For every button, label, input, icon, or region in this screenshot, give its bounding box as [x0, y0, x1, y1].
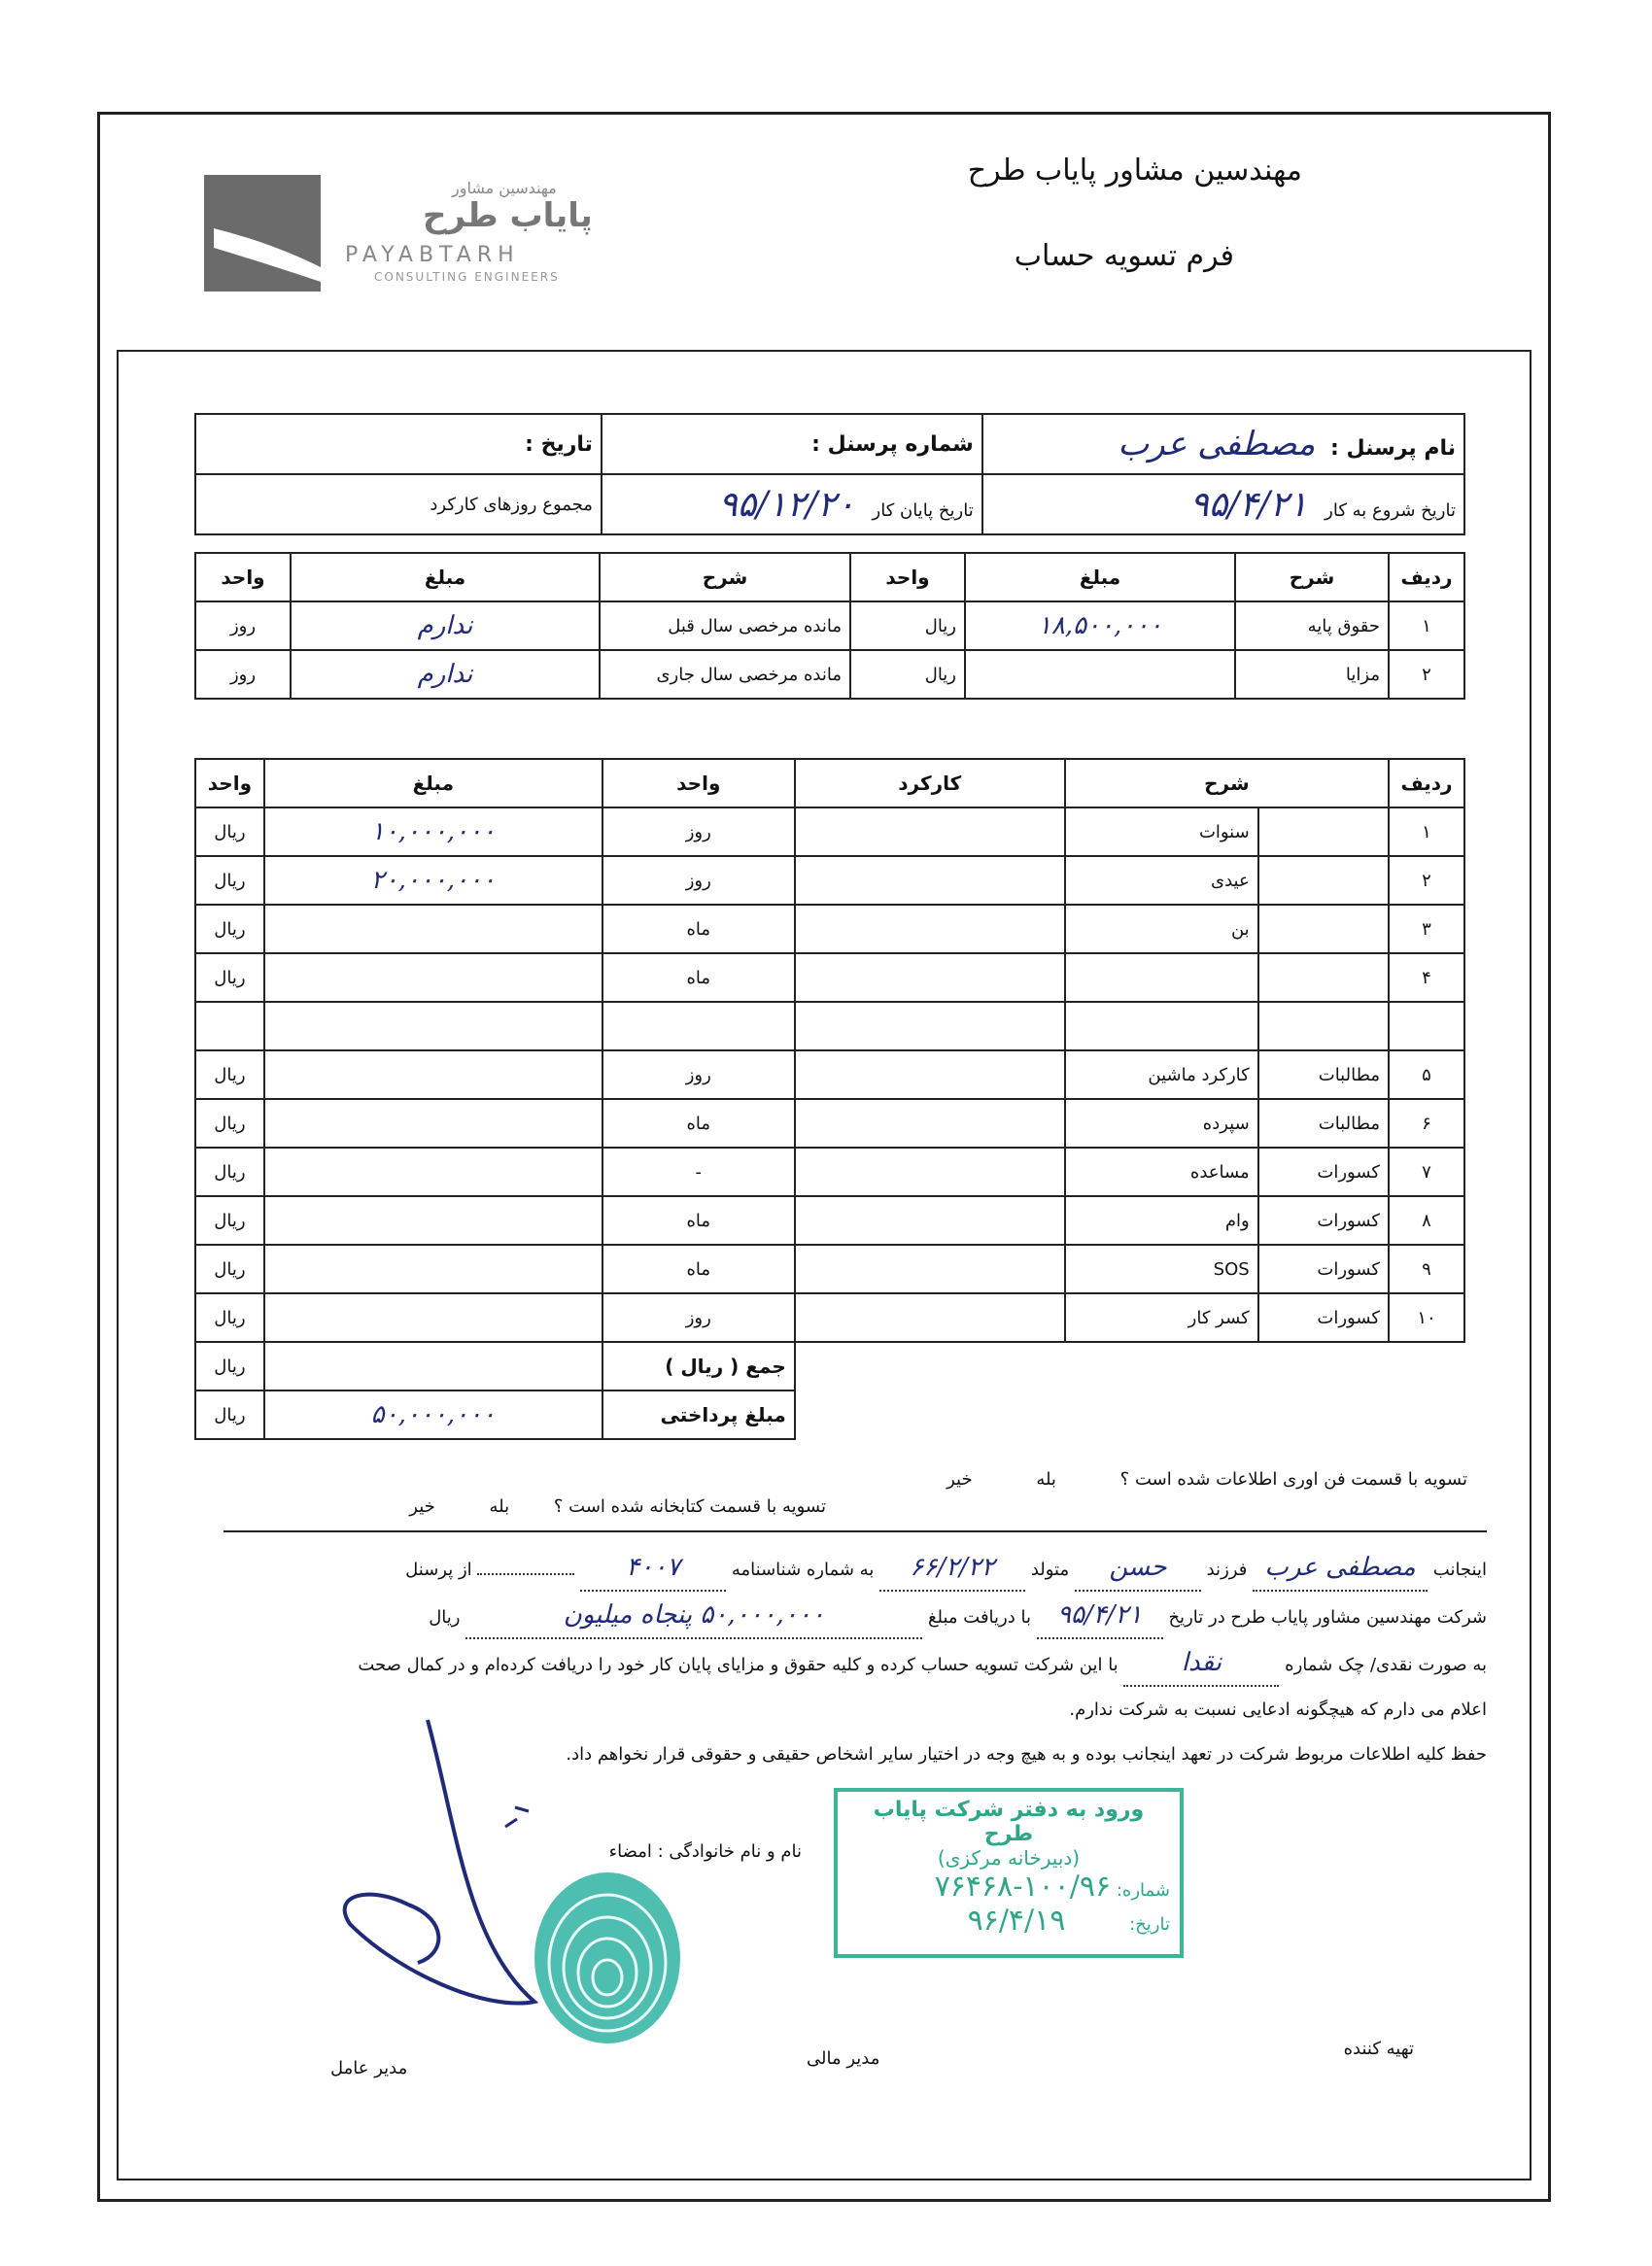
- cell-desc: مزایا: [1235, 650, 1389, 699]
- cell-cur: ریال: [195, 905, 264, 953]
- cell-category: [1258, 953, 1389, 1002]
- cell-desc2: مانده مرخصی سال قبل: [600, 601, 850, 650]
- cell-cur: ریال: [195, 953, 264, 1002]
- pay-row-cur: ریال: [195, 1390, 264, 1439]
- cell-amount: [264, 1050, 602, 1099]
- stamp-number: ۱۰۰/۹۶-۷۶۴۶۸: [934, 1870, 1112, 1904]
- cell-unit: ریال: [850, 601, 965, 650]
- cell-desc: SOS: [1065, 1245, 1258, 1293]
- cell-category: [1258, 807, 1389, 856]
- cell-cur: ریال: [195, 1148, 264, 1196]
- th-unit2: واحد: [195, 553, 291, 601]
- cell-work: [795, 1002, 1065, 1050]
- cell-cur: ریال: [195, 1293, 264, 1342]
- cell-work: [795, 905, 1065, 953]
- cell-desc: کارکرد ماشین: [1065, 1050, 1258, 1099]
- sum-row: [195, 1342, 1464, 1390]
- table-row: [195, 905, 1464, 953]
- logo-fa: پایاب طرح: [423, 196, 593, 235]
- cell-unit: ماه: [602, 1245, 795, 1293]
- settle-date: ۹۵/۴/۲۱: [1037, 1593, 1163, 1639]
- cell-no: [1389, 1002, 1464, 1050]
- cell-no: ۴: [1389, 953, 1464, 1002]
- personnel-table: [194, 413, 1465, 535]
- declaration-line-5: حفظ کلیه اطلاعات مربوط شرکت در تعهد اینجانب بوده و به هیچ وجه در اختیار سایر اشخاص حقیقی و حقوقی قرار نخواهم داد.: [566, 1744, 1487, 1765]
- stamp-date-label: تاریخ:: [1129, 1914, 1170, 1935]
- settlement-table: [194, 758, 1465, 1440]
- declaration-line-1: اینجانب مصطفی عرب فرزند حسن متولد ۶۶/۲/۲۲ به شماره شناسنامه ۴۰۰۷ از پرسنل: [233, 1545, 1487, 1593]
- cell-no: ۱: [1389, 601, 1464, 650]
- logo-mark-icon: [204, 175, 321, 292]
- cell-cur: ریال: [195, 1196, 264, 1245]
- cell-unit: روز: [602, 807, 795, 856]
- cell-category: کسورات: [1258, 1196, 1389, 1245]
- cell-unit: روز: [602, 856, 795, 905]
- cell-amount: ۱۸,۵۰۰,۰۰۰: [965, 601, 1235, 650]
- cell-category: مطالبات: [1258, 1050, 1389, 1099]
- th-amount: مبلغ: [264, 759, 602, 807]
- cell-unit: ماه: [602, 1099, 795, 1148]
- logo-fa-small: مهندسین مشاور: [452, 179, 557, 197]
- q2-yes[interactable]: بله: [489, 1496, 510, 1517]
- cell-no: ۶: [1389, 1099, 1464, 1148]
- logo-en: PAYABTARH: [345, 243, 520, 267]
- cell-no: ۷: [1389, 1148, 1464, 1196]
- cell-cur: ریال: [195, 807, 264, 856]
- cell-desc: کسر کار: [1065, 1293, 1258, 1342]
- cell-unit: [602, 1002, 795, 1050]
- cell-no: ۲: [1389, 856, 1464, 905]
- th-amount: مبلغ: [965, 553, 1235, 601]
- cell-amount: [264, 953, 602, 1002]
- cell-amount: [965, 650, 1235, 699]
- cell-work: [795, 1293, 1065, 1342]
- th-cur: واحد: [195, 759, 264, 807]
- fingerprint-icon: [525, 1866, 690, 2050]
- table-row: [195, 1196, 1464, 1245]
- footer-ceo: مدیر عامل: [330, 2058, 408, 2078]
- cell-unit2: روز: [195, 650, 291, 699]
- cell-no: ۹: [1389, 1245, 1464, 1293]
- cell-desc: بن: [1065, 905, 1258, 953]
- cell-category: مطالبات: [1258, 1099, 1389, 1148]
- cell-no: ۸: [1389, 1196, 1464, 1245]
- cell-category: [1258, 905, 1389, 953]
- sum-row-value: [264, 1342, 602, 1390]
- table-row: [195, 1293, 1464, 1342]
- cell-category: کسورات: [1258, 1245, 1389, 1293]
- th-amount2: مبلغ: [291, 553, 600, 601]
- cell-amount: ۲۰,۰۰۰,۰۰۰: [264, 856, 602, 905]
- cell-desc2: مانده مرخصی سال جاری: [600, 650, 850, 699]
- cell-no: ۲: [1389, 650, 1464, 699]
- cell-cur: ریال: [195, 1245, 264, 1293]
- registry-stamp: [834, 1788, 1184, 1958]
- cell-desc: [1065, 953, 1258, 1002]
- table-row: [195, 1148, 1464, 1196]
- start-date-value: ۹۵/۴/۲۱: [1189, 484, 1308, 525]
- cell-work: [795, 1050, 1065, 1099]
- table-row: [195, 650, 1464, 699]
- cell-desc: سنوات: [1065, 807, 1258, 856]
- cell-unit: ماه: [602, 1196, 795, 1245]
- total-days-label: مجموع روزهای کارکرد: [430, 494, 593, 515]
- pay-row: [195, 1390, 1464, 1439]
- end-date-value: ۹۵/۱۲/۲۰: [718, 484, 855, 525]
- cell-amount2: ندارم: [291, 650, 600, 699]
- cell-no: ۳: [1389, 905, 1464, 953]
- cell-work: [795, 807, 1065, 856]
- th-row: ردیف: [1389, 759, 1464, 807]
- personnel-name-value: مصطفی عرب: [1118, 425, 1316, 464]
- cell-work: [795, 953, 1065, 1002]
- table-row: [195, 601, 1464, 650]
- cell-category: کسورات: [1258, 1293, 1389, 1342]
- salary-table: [194, 552, 1465, 700]
- personnel-name-label: نام پرسنل :: [1330, 436, 1456, 461]
- declaration-line-3: به صورت نقدی/ چک شماره نقدا با این شرکت تسویه حساب کرده و کلیه حقوق و مزایای پایان کار خود را دریافت کرده‌ام و در کمال صحت: [233, 1640, 1487, 1688]
- table-row: [195, 1099, 1464, 1148]
- cell-amount: ۱۰,۰۰۰,۰۰۰: [264, 807, 602, 856]
- person-name: مصطفی عرب: [1253, 1545, 1428, 1592]
- pay-row-label: مبلغ پرداختی: [602, 1390, 795, 1439]
- date-label: تاریخ :: [525, 431, 593, 457]
- birth-date: ۶۶/۲/۲۲: [879, 1545, 1025, 1592]
- th-desc: شرح: [1065, 759, 1389, 807]
- cell-unit2: روز: [195, 601, 291, 650]
- table-row: [195, 1002, 1464, 1050]
- cell-desc: [1065, 1002, 1258, 1050]
- cell-work: [795, 1245, 1065, 1293]
- cell-amount: [264, 1293, 602, 1342]
- sum-row-label: جمع ( ریال ): [602, 1342, 795, 1390]
- cell-work: [795, 1196, 1065, 1245]
- cell-unit: -: [602, 1148, 795, 1196]
- personnel-number-label: شماره پرسنل :: [811, 431, 974, 457]
- cell-amount: [264, 1196, 602, 1245]
- declaration-line-2: شرکت مهندسین مشاور پایاب طرح در تاریخ ۹۵/۴/۲۱ با دریافت مبلغ ۵۰,۰۰۰,۰۰۰ پنجاه میلیون ریال: [233, 1593, 1487, 1640]
- cell-unit: ریال: [850, 650, 965, 699]
- cell-no: ۱: [1389, 807, 1464, 856]
- cell-unit: ماه: [602, 953, 795, 1002]
- table-row: [195, 856, 1464, 905]
- empty-cell: [795, 1390, 1464, 1439]
- cell-category: [1258, 1002, 1389, 1050]
- cell-no: ۱۰: [1389, 1293, 1464, 1342]
- cell-category: [1258, 856, 1389, 905]
- cell-desc: سپرده: [1065, 1099, 1258, 1148]
- sum-row-cur: ریال: [195, 1342, 264, 1390]
- payment-method: نقدا: [1123, 1640, 1279, 1687]
- q2-no[interactable]: خیر: [409, 1496, 435, 1517]
- cell-desc: عیدی: [1065, 856, 1258, 905]
- stamp-date: ۹۶/۴/۱۹: [967, 1904, 1066, 1938]
- cell-work: [795, 856, 1065, 905]
- declaration-line-4: اعلام می دارم که هیچگونه ادعایی نسبت به شرکت ندارم.: [1069, 1700, 1487, 1720]
- cell-amount: [264, 1148, 602, 1196]
- stamp-line-2: (دبیرخانه مرکزی): [937, 1846, 1081, 1870]
- cell-amount: [264, 1099, 602, 1148]
- logo-en-sub: CONSULTING ENGINEERS: [374, 270, 560, 284]
- q1-no[interactable]: خیر: [946, 1469, 973, 1490]
- cell-amount: [264, 905, 602, 953]
- cell-cur: ریال: [195, 856, 264, 905]
- cell-unit: روز: [602, 1293, 795, 1342]
- logo: [204, 175, 593, 292]
- form-title: فرم تسویه حساب: [1014, 239, 1234, 273]
- cell-desc: مساعده: [1065, 1148, 1258, 1196]
- question-divider: [224, 1530, 1487, 1532]
- question-it: تسویه با قسمت فن اوری اطلاعات شده است ؟ بله خیر: [946, 1469, 1467, 1490]
- settle-amount: ۵۰,۰۰۰,۰۰۰ پنجاه میلیون: [465, 1593, 922, 1639]
- stamp-number-label: شماره:: [1116, 1880, 1170, 1901]
- stamp-line-1: ورود به دفتر شرکت پایاب طرح: [873, 1798, 1145, 1846]
- th-work: کارکرد: [795, 759, 1065, 807]
- footer-preparer: تهیه کننده: [1343, 2039, 1414, 2059]
- th-desc: شرح: [1235, 553, 1389, 601]
- cell-desc: حقوق پایه: [1235, 601, 1389, 650]
- start-date-label: تاریخ شروع به کار: [1325, 499, 1456, 521]
- empty-cell: [795, 1342, 1464, 1390]
- cell-cur: ریال: [195, 1050, 264, 1099]
- cell-cur: ریال: [195, 1099, 264, 1148]
- father-name: حسن: [1075, 1545, 1201, 1592]
- cell-amount: [264, 1245, 602, 1293]
- cell-amount: [264, 1002, 602, 1050]
- table-row: [195, 807, 1464, 856]
- table-row: [195, 953, 1464, 1002]
- pay-row-value: ۵۰,۰۰۰,۰۰۰: [264, 1390, 602, 1439]
- q1-yes[interactable]: بله: [1036, 1469, 1056, 1490]
- th-row: ردیف: [1389, 553, 1464, 601]
- th-unit: واحد: [850, 553, 965, 601]
- question-library: تسویه با قسمت کتابخانه شده است ؟ بله خیر: [409, 1496, 826, 1517]
- cell-unit: ماه: [602, 905, 795, 953]
- th-desc2: شرح: [600, 553, 850, 601]
- signature-label: نام و نام خانوادگی : امضاء: [608, 1841, 802, 1862]
- cell-work: [795, 1148, 1065, 1196]
- table-row: [195, 1050, 1464, 1099]
- footer-finance: مدیر مالی: [807, 2048, 880, 2069]
- cell-work: [795, 1099, 1065, 1148]
- cell-amount2: ندارم: [291, 601, 600, 650]
- id-number: ۴۰۰۷: [580, 1545, 726, 1592]
- table-row: [195, 1245, 1464, 1293]
- cell-cur: [195, 1002, 264, 1050]
- th-unit: واحد: [602, 759, 795, 807]
- end-date-label: تاریخ پایان کار: [872, 499, 974, 521]
- cell-unit: روز: [602, 1050, 795, 1099]
- company-name: مهندسین مشاور پایاب طرح: [967, 154, 1302, 188]
- cell-no: ۵: [1389, 1050, 1464, 1099]
- cell-category: کسورات: [1258, 1148, 1389, 1196]
- cell-desc: وام: [1065, 1196, 1258, 1245]
